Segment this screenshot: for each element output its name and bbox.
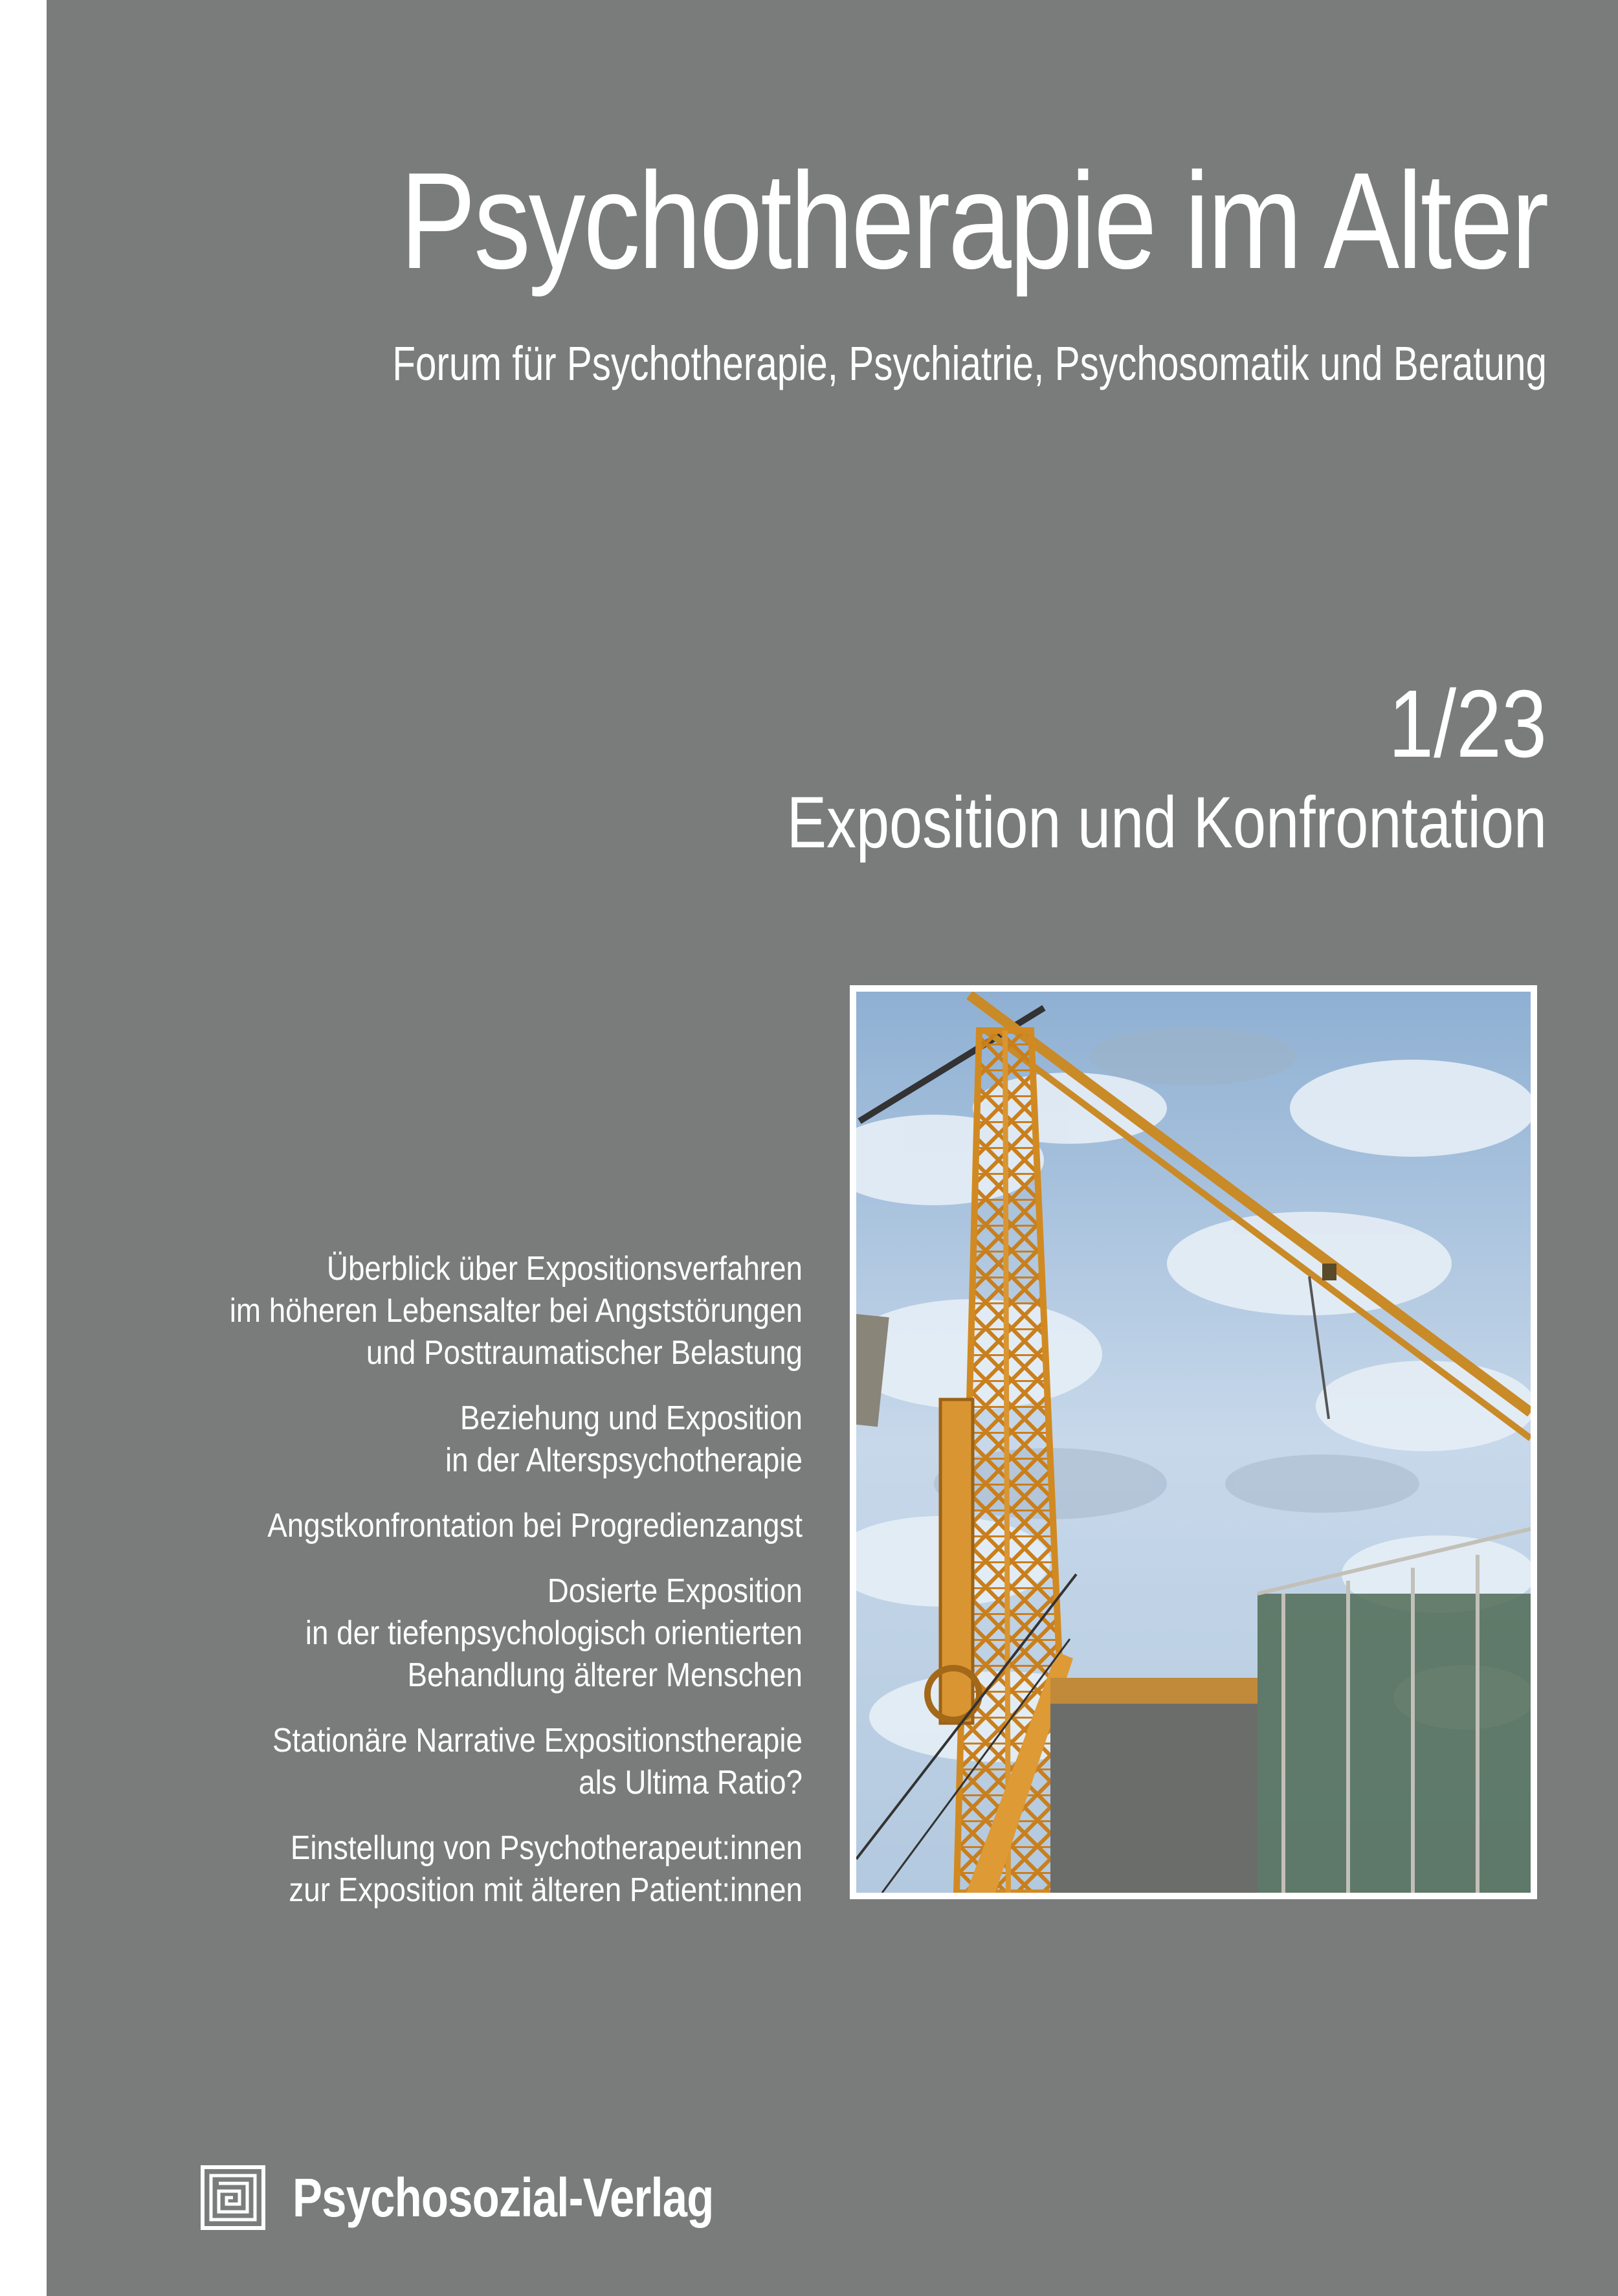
maze-logo-icon <box>201 2165 265 2230</box>
article-teaser: Stationäre Narrative Expositionstherapie als Ultima Ratio? <box>272 1722 803 1801</box>
journal-subtitle: Forum für Psychotherapie, Psychiatrie, Psychosomatik und Beratung <box>392 337 1547 390</box>
journal-title: Psychotherapie im Alter <box>399 144 1547 297</box>
article-teaser: Dosierte Exposition in der tiefenpsychologisch orientierten Behandlung älterer Menschen <box>305 1572 803 1694</box>
cover-photo <box>850 985 1537 1899</box>
construction-crane-image <box>856 992 1531 1893</box>
article-teaser: Angstkonfrontation bei Progredienzangst <box>267 1507 803 1544</box>
publisher-block <box>201 2162 806 2233</box>
issue-theme: Exposition und Konfrontation <box>786 782 1547 863</box>
publisher-name: Psychosozial-Verlag <box>293 2167 714 2228</box>
article-teaser: Beziehung und Exposition in der Alterspsychotherapie <box>445 1399 803 1479</box>
issue-number: 1/23 <box>1388 671 1547 777</box>
article-list <box>123 1248 803 1935</box>
article-teaser: Überblick über Expositionsverfahren im höheren Lebensalter bei Angststörungen und Posttraumatischer Belastung <box>229 1250 803 1372</box>
article-teaser: Einstellung von Psychotherapeut:innen zur Exposition mit älteren Patient:innen <box>289 1829 803 1909</box>
